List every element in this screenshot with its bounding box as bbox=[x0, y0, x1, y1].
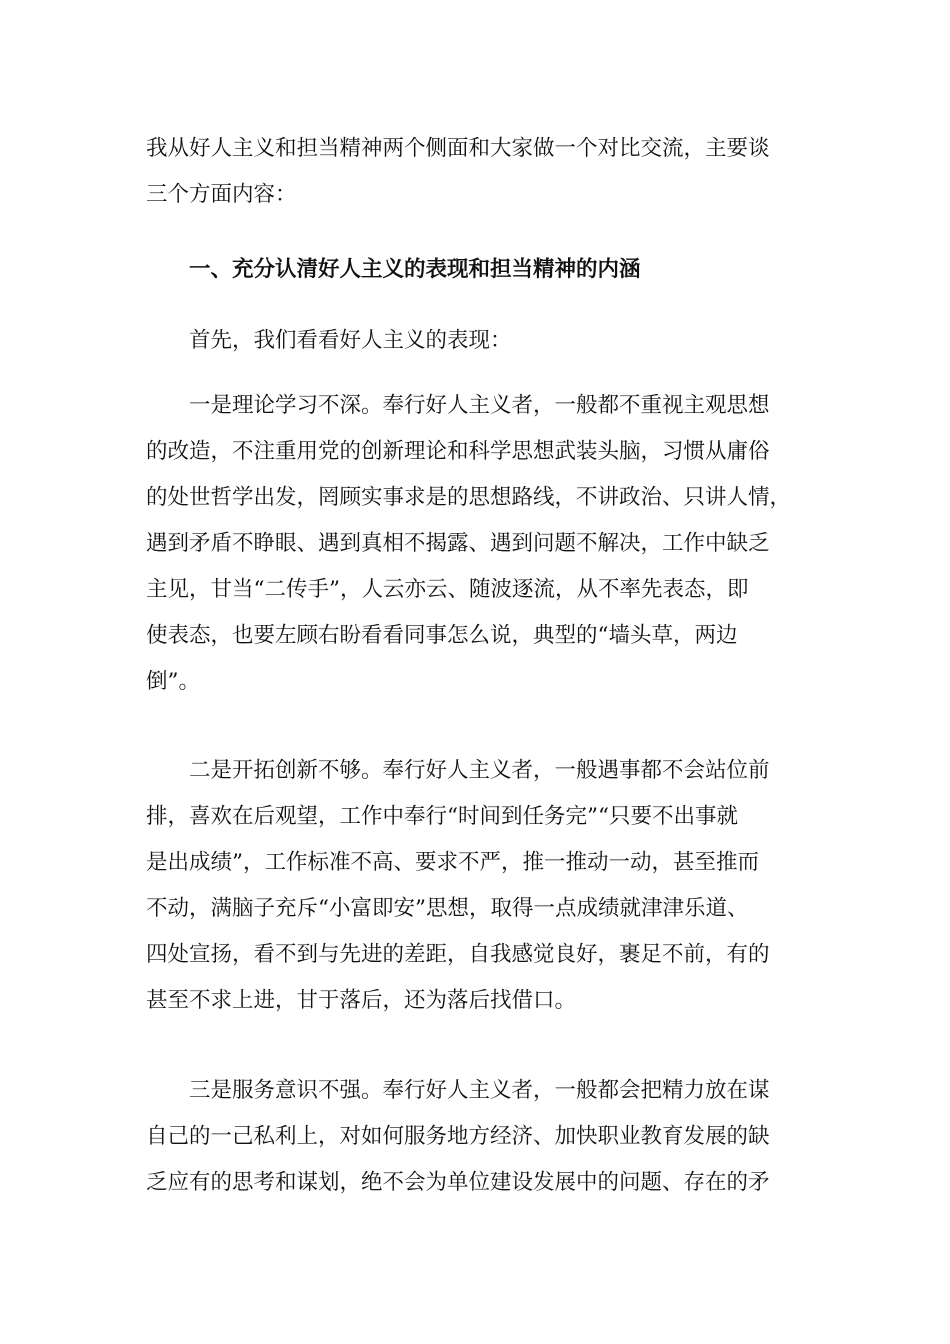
paragraph-line: 主见，甘当“二传手”，人云亦云、随波逐流，从不率先表态，即 bbox=[146, 577, 749, 602]
paragraph-line: 三个方面内容： bbox=[146, 182, 297, 207]
paragraph-line: 遇到矛盾不睁眼、遇到真相不揭露、遇到问题不解决，工作中缺乏 bbox=[146, 531, 770, 556]
paragraph-line: 三是服务意识不强。奉行好人主义者，一般都会把精力放在谋 bbox=[146, 1078, 770, 1103]
paragraph-line: 二是开拓创新不够。奉行好人主义者，一般遇事都不会站位前 bbox=[146, 758, 770, 783]
point-three-paragraph bbox=[146, 1068, 806, 1206]
paragraph-line: 不动，满脑子充斥“小富即安”思想，取得一点成绩就津津乐道、 bbox=[146, 896, 749, 921]
paragraph-line: 自己的一己私利上，对如何服务地方经济、加快职业教育发展的缺 bbox=[146, 1124, 770, 1149]
paragraph-line: 是出成绩”，工作标准不高、要求不严，推一推动一动，甚至推而 bbox=[146, 850, 759, 875]
point-two-paragraph bbox=[146, 748, 806, 1024]
paragraph-line: 排，喜欢在后观望，工作中奉行“时间到任务完”“只要不出事就 bbox=[146, 804, 738, 829]
paragraph-line: 的改造，不注重用党的创新理论和科学思想武装头脑，习惯从庸俗 bbox=[146, 439, 770, 464]
paragraph-line: 我从好人主义和担当精神两个侧面和大家做一个对比交流，主要谈 bbox=[146, 136, 770, 161]
subsection-intro-paragraph bbox=[146, 318, 806, 364]
paragraph-line: 倒”。 bbox=[146, 669, 200, 694]
heading-line: 一、充分认清好人主义的表现和担当精神的内涵 bbox=[146, 257, 641, 282]
paragraph-line: 的处世哲学出发，罔顾实事求是的思想路线，不讲政治、只讲人情， bbox=[146, 485, 792, 510]
paragraph-line: 甚至不求上进，甘于落后，还为落后找借口。 bbox=[146, 988, 577, 1013]
paragraph-line: 一是理论学习不深。奉行好人主义者，一般都不重视主观思想 bbox=[146, 393, 770, 418]
intro-paragraph bbox=[146, 126, 806, 218]
paragraph-line: 使表态，也要左顾右盼看看同事怎么说，典型的“墙头草，两边 bbox=[146, 623, 738, 648]
paragraph-line: 乏应有的思考和谋划，绝不会为单位建设发展中的问题、存在的矛 bbox=[146, 1170, 770, 1195]
paragraph-line: 首先，我们看看好人主义的表现： bbox=[146, 328, 512, 353]
section-heading bbox=[146, 247, 806, 293]
paragraph-line: 四处宣扬，看不到与先进的差距，自我感觉良好，裹足不前，有的 bbox=[146, 942, 770, 967]
point-one-paragraph bbox=[146, 383, 806, 705]
